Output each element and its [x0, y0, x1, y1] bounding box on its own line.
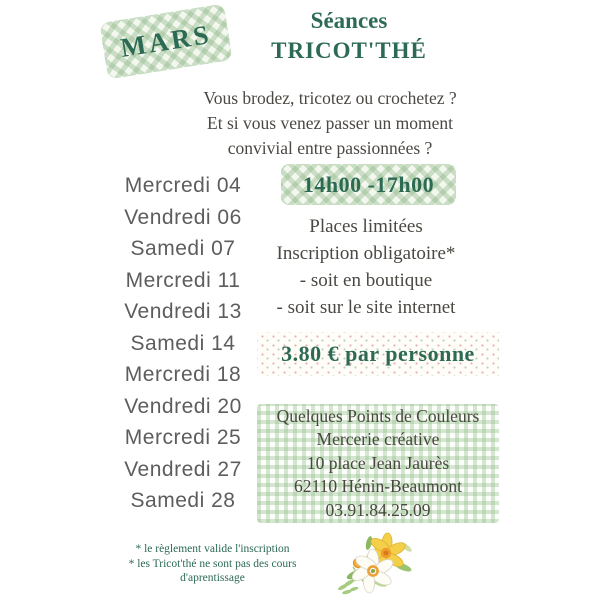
date-row: Samedi 28 [130, 489, 236, 512]
info-line-4: - soit sur le site internet [276, 297, 456, 318]
date-row: Mercredi 25 [124, 426, 242, 449]
date-row: Samedi 07 [130, 237, 236, 260]
date-row: Samedi 14 [130, 331, 236, 355]
footnotes [100, 542, 325, 586]
daffodil-flower-icon [323, 527, 423, 600]
price-label: 3.80 € par personne [281, 341, 475, 366]
page-title [239, 6, 459, 66]
date-row: Mercredi 18 [124, 363, 242, 386]
date-row: Vendredi 27 [124, 457, 242, 481]
footnote-line-2: * les Tricot'thé ne sont pas des cours [128, 557, 297, 570]
date-row: Vendredi 20 [124, 394, 242, 418]
shop-phone: 03.91.84.25.09 [325, 499, 431, 520]
dates-list [98, 170, 268, 517]
shop-subtitle: Mercerie créative [316, 429, 440, 450]
shop-address-line-2: 62110 Hénin-Beaumont [293, 476, 462, 497]
hours-label: 14h00 -17h00 [302, 171, 435, 197]
title-line-2: TRICOT'THÉ [271, 38, 427, 63]
intro-line-2: Et si vous venez passer un moment [207, 113, 453, 133]
footnote-line-1: * le règlement valide l'inscription [135, 543, 290, 555]
month-badge [99, 3, 232, 79]
info-line-2: Inscription obligatoire* [276, 243, 456, 264]
info-line-1: Places limitées [309, 216, 423, 237]
date-row: Mercredi 04 [124, 174, 242, 197]
shop-name: Quelques Points de Couleurs [276, 405, 480, 426]
date-row: Vendredi 13 [124, 300, 242, 323]
footnote-line-3: d'aprentissage [180, 572, 245, 584]
info-line-3: - soit en boutique [299, 270, 433, 291]
contact-box [257, 404, 499, 523]
date-row: Mercredi 11 [125, 268, 241, 292]
intro-text [140, 86, 520, 161]
hours-box [281, 164, 456, 205]
month-label: MARS [118, 19, 214, 63]
registration-info [250, 213, 482, 321]
intro-line-3: convivial entre passionnées ? [227, 138, 433, 158]
date-row: Vendredi 06 [124, 205, 242, 229]
title-line-1: Séances [310, 8, 388, 33]
price-box [257, 332, 499, 376]
shop-address-line-1: 10 place Jean Jaurès [306, 452, 450, 473]
intro-line-1: Vous brodez, tricotez ou crochetez ? [203, 88, 457, 108]
